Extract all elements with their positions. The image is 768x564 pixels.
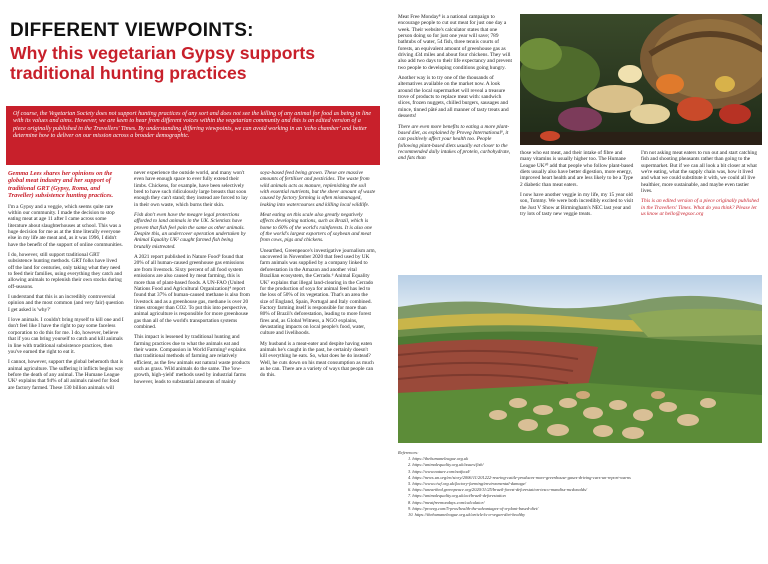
reference-item[interactable]: 2. https://animalequality.org.uk/issues/fish/ — [408, 462, 484, 468]
paragraph: I understand that this is an incredibly controversial opinion and the most common (and very fair) question I get asked is 'why?' — [8, 294, 124, 313]
column-5 — [520, 150, 635, 272]
paragraph: There are even more benefits to eating a more plant-based diet, as explained by Proveg International⁹, it can positively affect your health too. People following plant-based diets usually eat closer to the recommended daily intakes of protein, carbohydrate, and fats than — [398, 123, 511, 162]
sheep-farm-image — [398, 275, 762, 443]
editor-note: This is an edited version of a piece originally published in the Travellers' Times. What do you think? Please let us know at hello@vegsoc.org — [641, 198, 759, 218]
reference-item[interactable]: 5. https://www.ciwf.org.uk/factory-farming/environmental-damage/ — [408, 481, 527, 487]
paragraph: My husband is a meat-eater and despite having eaten animals he's caught in the past, he certainly doesn't kill everything he eats. So, what does he do instead? Well, he cuts down on his meat consumption as much as he can. There are a variety of ways that people can do this. — [260, 340, 374, 379]
paragraph: I do, however, still support traditional GRT subsistence hunting methods. GRT folks have lived off the land for centuries, only taking what they need to feed their families, using everything they catch and allowing animals to replenish their own stocks during off-seasons. — [8, 252, 122, 290]
reference-item[interactable]: 9. https://proveg.com/5-pros/health-the-advantages-of-a-plant-based-diet/ — [408, 505, 539, 511]
paragraph: Fish don't even have the meagre legal protections afforded to land animals in the UK. Scientists have proven that fish feel pain the same as other animals. Despite this, an undercover operation undertaken by Animal Equality UK² caught farmed fish being brutally mistreated. — [134, 212, 246, 250]
references — [398, 450, 760, 518]
references-list — [398, 456, 760, 518]
paragraph: I now have another veggie in my life, my 15 year old son, Tommy. We were both incredibly excited to visit the Just V Show at Birmingham's NEC last year and try lots of tasty new veggie treats. — [520, 192, 634, 218]
column-1 — [8, 170, 124, 564]
paragraph: never experience the outside world, and many won't even have enough space to ever fully extend their limbs. Chickens, for example, have been selectively bred to have such ridiculously large breasts that soon enough they can't stand; they instead are forced to lay in their own waste, which burns their skin. — [134, 170, 248, 208]
paragraph: soya-based feed being grown. These are massive amounts of fertiliser and pesticides. The waste from wild animals acts as manure, replenishing the soil with essential nutrients, but the sheer amount of waste caused by factory farming is often mismanaged, leaking into watercourses and killing local wildlife. — [260, 170, 376, 208]
references-title: References: — [398, 450, 419, 455]
reference-item[interactable]: 3. https://www.nature.com/natfood/ — [408, 468, 470, 474]
reference-item[interactable]: 6. https://unearthed.greenpeace.org/2020/11/25/brazil-forest-deforestation-tesco-mandiss-mcdonalds/ — [408, 487, 588, 493]
vegetable-basket-image — [520, 14, 762, 145]
lead-paragraph: Gemma Lees shares her opinions on the global meat industry and her support of traditional GRT (Gypsy, Roma, and Traveller) subsistence hunting practices. — [8, 170, 114, 200]
vegetable-basket-photo — [520, 14, 762, 145]
intro-box: Of course, the Vegetarian Society does not support hunting practices of any sort and does not see the killing of any animal for food as being in line with its values and aims. However, we are keen to hear from different voices within the vegetarian community and this is an edited version of a piece originally published in the Travellers' Times. By understanding differing viewpoints, we can avoid working in an 'echo chamber' and better determine how to deliver on our mission across a broader demographic. — [6, 106, 380, 165]
paragraph: Meat Free Monday⁸ is a national campaign to encourage people to cut out meat for just one day a week. Their website's calculator states that one person doing so for just one year will save; 789 bathtubs of water, 54 fish, three tennis courts of forests, an equivalent amount of greenhouse gas as driving 434 miles and about four chickens. They will also add two days to their life expectancy and prevent two people to developing conditions going hungry. — [398, 14, 512, 71]
reference-item[interactable]: 7. https://animalequality.org.uk/act/brazil-deforestation — [408, 493, 506, 499]
reference-item[interactable]: 8. https://meatfreemondays.com/calculator/ — [408, 499, 485, 505]
paragraph: This impact is lessened by traditional hunting and farming practices due to what the animals eat and their waste. Compassion in World Farming⁵ explains that traditional methods of farming are relatively efficient, as the few animals eat natural waste products such as grass. Wild animals do the same. The 'low-growth, high-yield' methods used by industrial farms however, leads to substantial amounts of mainly — [134, 334, 250, 385]
paragraph: those who eat meat, and their intake of fibre and many vitamins is usually higher too. The Humane League UK¹⁰ add that people who follow plant-based diets usually also have better digestion, more energy, improved heart health and are less likely to be a Type 2 diabetic than meat eaters. — [520, 150, 634, 188]
paragraph: Unearthed, Greenpeace's investigative journalism arm, uncovered in November 2020 that feed used by UK farm animals was supplied by a company linked to deforestation in the Amazon and another vital Brazilian ecosystem, the Cerrado.⁶ Animal Equality UK⁷ explains that illegal land-clearing in the Cerrado for the production of soya for animal feed has led to the loss of 50% of its vegetation. That's an area the size of England, Spain, Portugal and Italy combined. Factory farming itself is responsible for more than 80% of Brazil's deforestation, leading to more forest fires and, as Global Witness, a NGO explains, devastating impacts on local people's food, water, culture and livelihoods. — [260, 247, 376, 337]
kicker-title: DIFFERENT VIEWPOINTS: — [10, 20, 254, 41]
paragraph: I love animals. I couldn't bring myself to kill one and I don't feel like I have the right to pay some faceless corporation to do this for me. I do, however, believe that if you can bring yourself to catch and kill animals in line with traditional subsistence practices, then you've earned the right to eat it. — [8, 317, 124, 355]
paragraph: Another way is to try one of the thousands of alternatives available on the market now. A look around the local supermarket will reveal a treasure trove of products to replace meat with: sandwich slices, frozen nuggets, chilled burgers, sausages and mince, tinned pâté and all manner of tasty treats and desserts! — [398, 75, 509, 120]
reference-item[interactable]: 10. https://thehumaneleague.org.uk/article/is-a-vegan-diet-healthy — [408, 512, 526, 518]
reference-item[interactable]: 1. https://thehumaneleague.org.uk — [408, 456, 469, 462]
headline: Why this vegetarian Gypsy supports traditional hunting practices — [10, 43, 316, 83]
sheep-farm-photo — [398, 275, 762, 443]
column-6 — [641, 150, 761, 272]
reference-item[interactable]: 4. https://news.un.org/en/story/2006/11/201222-rearing-cattle-produces-more-greenhouse-gases-driving-cars-un-report-warns — [408, 474, 631, 480]
paragraph: A 2021 report published in Nature Food³ found that 20% of all human-caused greenhouse gas emissions are from livestock. Sixty percent of all food system emissions are also caused by meat farming, this is more than of plant-based foods. A UN-FAO (United Nations Food and Agricultural Organization)⁴ report found that 37% of human-caused methane is also from livestock and as a greenhouse gas, methane is over 20 times stronger than CO2. To put this into perspective, animal agriculture is responsible for more greenhouse gas than all of the world's transportation systems combined. — [134, 254, 250, 330]
paragraph: I cannot, however, support the global behemoth that is animal agriculture. The suffering it inflicts begins way before the death of any animal. The Humane League UK¹ explains that 94% of all animals raised for food are factory farmed. These 130 billion animals will — [8, 359, 124, 391]
paragraph: I'm a Gypsy and a veggie, which seems quite rare within our community. I made the decision to stop eating meat at age 11 after I came across some literature about slaughterhouses at school. This was a huge decision for me as at the time literally everyone else in my life ate meat and, as it was 1996, I didn't have the benefit of the support of online communities. — [8, 203, 123, 248]
paragraph: I'm not asking meat eaters to run out and start catching fish and shooting pheasants rather than going to the supermarket. But if we can all look a bit closer at what we're eating, what the supply chain was, how it lived and what we could substitute it with, we could all live healthier, more sustainable, and maybe even tastier lives. — [641, 150, 757, 195]
column-4 — [398, 14, 512, 272]
paragraph: Meat eating on this scale also greatly negatively affects developing nations, such as Brazil, which is home to 60% of the world's rainforests. It is also one of the world's largest exporters of soybean and meat from cows, pigs and chickens. — [260, 212, 373, 244]
column-2 — [134, 170, 250, 564]
column-3 — [260, 170, 376, 564]
